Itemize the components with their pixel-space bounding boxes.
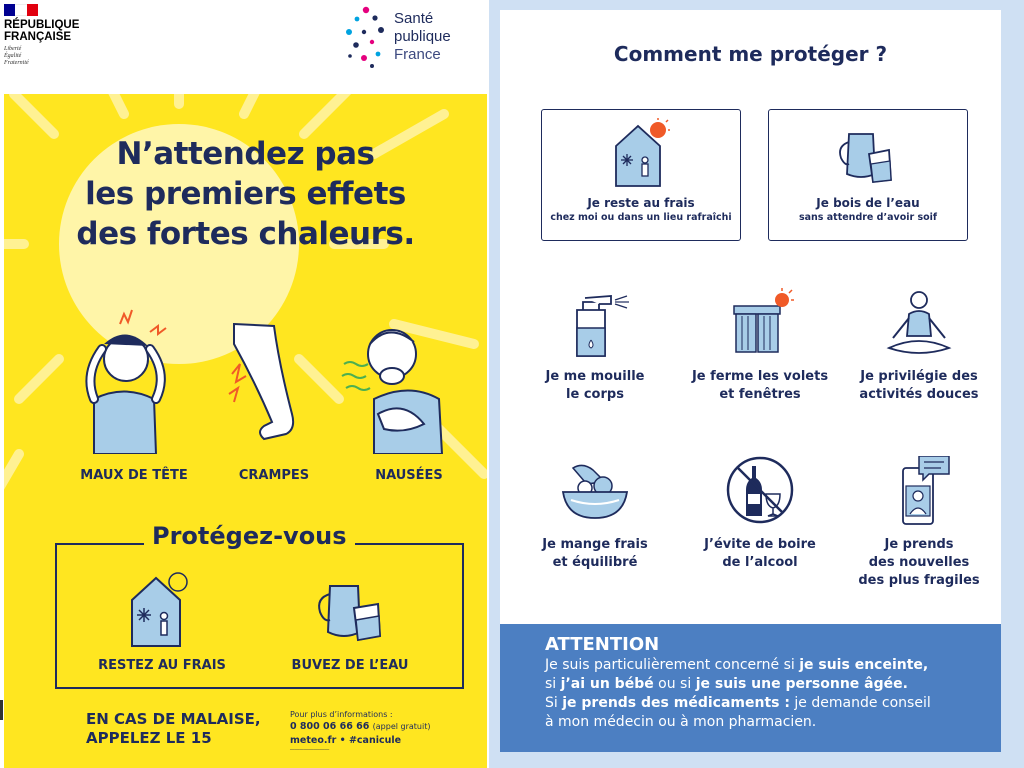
gov-motto-2: Égalité — [4, 53, 22, 59]
french-flag-icon — [4, 4, 38, 16]
attention-line1 — [545, 656, 1001, 675]
tips-card — [500, 10, 1001, 752]
att-l3b: je prends des médicaments : — [562, 695, 790, 711]
tip-gentle-activities-line1: Je privilégie des — [860, 369, 978, 384]
tip-check-on-vulnerable-line2: des nouvelles — [868, 555, 970, 570]
tip-check-on-vulnerable-line1: Je prends — [884, 537, 954, 552]
republique-francaise-logo — [4, 4, 114, 67]
heatwave-poster — [0, 0, 487, 768]
sp-line3: France — [394, 46, 441, 63]
tip-wet-body — [515, 288, 675, 404]
symptom-nausea-label: NAUSÉES — [375, 468, 443, 483]
tip-avoid-alcohol — [680, 456, 840, 572]
protect-water-label: BUVEZ DE L’EAU — [291, 658, 409, 673]
cool-house-icon — [612, 118, 672, 188]
headline-line2: les premiers effets — [85, 176, 406, 212]
sante-publique-dots-icon — [342, 2, 392, 72]
tip-check-on-vulnerable-line3: des plus fragiles — [858, 573, 980, 588]
tip-gentle-activities — [839, 288, 999, 404]
symptom-headache-label: MAUX DE TÊTE — [80, 468, 188, 483]
att-l2c: ou si — [653, 676, 696, 692]
gov-motto-1: Liberté — [4, 46, 22, 52]
att-l2b: j’ai un bébé — [560, 676, 654, 692]
info-title: Pour plus d’informations : — [290, 710, 393, 719]
yoga-person-icon — [879, 288, 959, 360]
info-block — [290, 710, 440, 753]
tip-gentle-activities-line2: activités douces — [859, 387, 979, 402]
tip-close-shutters — [680, 288, 840, 404]
water-jug-icon — [837, 124, 901, 186]
headline-line1: N’attendez pas — [116, 136, 375, 172]
tip-eat-fresh — [515, 456, 675, 572]
nausea-icon — [334, 304, 464, 454]
yellow-poster — [4, 94, 487, 768]
gov-name-line1: RÉPUBLIQUE — [4, 19, 80, 31]
symptom-cramps-label: CRAMPES — [238, 468, 310, 483]
tile-stay-cool-subtitle: chez moi ou dans un lieu rafraîchi — [550, 212, 732, 223]
poster-headline — [4, 134, 487, 254]
att-l2a: si — [545, 676, 561, 692]
tile-drink-water — [768, 109, 968, 241]
tip-close-shutters-line1: Je ferme les volets — [691, 369, 829, 384]
tip-avoid-alcohol-line1: J’évite de boire — [704, 537, 816, 552]
headline-line3: des fortes chaleurs. — [76, 216, 415, 252]
tip-eat-fresh-line1: Je mange frais — [542, 537, 648, 552]
symptom-headache — [54, 304, 194, 454]
info-phone-note: (appel gratuit) — [372, 722, 431, 731]
info-phone: 0 800 06 66 66 — [290, 721, 370, 732]
protection-tips-panel — [489, 0, 1024, 768]
sp-line2: publique — [394, 28, 451, 45]
gov-name-line2: FRANÇAISE — [4, 31, 72, 43]
tip-wet-body-line2: le corps — [566, 387, 624, 402]
shutters-icon — [720, 288, 800, 360]
attention-line4: à mon médecin ou à mon pharmacien. — [545, 714, 817, 730]
att-l1a: Je suis particulièrement concerné si — [545, 657, 800, 673]
gov-motto-3: Fraternité — [4, 60, 29, 66]
emergency-line1: EN CAS DE MALAISE, — [86, 710, 261, 728]
att-l2d: je suis une personne âgée. — [695, 676, 908, 692]
emergency-line2: APPELEZ LE 15 — [86, 729, 212, 747]
sante-publique-france-logo — [342, 2, 482, 72]
phone-message-icon — [879, 456, 959, 528]
edge-mark — [0, 700, 3, 720]
att-l3a: Si — [545, 695, 563, 711]
att-l1b: je suis enceinte, — [799, 657, 929, 673]
sp-line1: Santé — [394, 10, 434, 27]
panel-title: Comment me protéger ? — [613, 42, 888, 66]
tip-check-on-vulnerable — [839, 456, 999, 590]
tile-stay-cool-title: Je reste au frais — [587, 196, 695, 210]
cool-house-icon — [126, 568, 196, 648]
attention-banner — [500, 624, 1001, 752]
attention-title: ATTENTION — [545, 634, 660, 655]
spray-bottle-icon — [555, 288, 635, 360]
protect-title: Protégez-vous — [144, 521, 355, 551]
fine-print: ▔▔▔▔▔▔▔▔▔▔▔▔▔▔▔▔▔ — [290, 749, 330, 753]
info-web: meteo.fr • #canicule — [290, 735, 402, 746]
protect-cool-label: RESTEZ AU FRAIS — [98, 658, 226, 673]
tip-avoid-alcohol-line2: de l’alcool — [722, 555, 798, 570]
tile-drink-water-subtitle: sans attendre d’avoir soif — [798, 212, 938, 223]
attention-line3 — [545, 694, 1001, 713]
tip-wet-body-line1: Je me mouille — [545, 369, 645, 384]
att-l3c: je demande conseil — [789, 695, 931, 711]
tile-drink-water-title: Je bois de l’eau — [816, 196, 920, 210]
tip-close-shutters-line2: et fenêtres — [719, 387, 801, 402]
no-alcohol-icon — [720, 456, 800, 528]
fruit-bowl-icon — [555, 456, 635, 528]
headache-icon — [64, 304, 184, 454]
symptom-nausea — [329, 304, 469, 454]
cramp-leg-icon — [204, 304, 324, 454]
emergency-notice — [86, 710, 261, 748]
attention-line2 — [545, 675, 1001, 694]
tip-eat-fresh-line2: et équilibré — [552, 555, 638, 570]
water-jug-icon — [314, 572, 394, 648]
symptom-cramps — [194, 304, 334, 454]
tile-stay-cool — [541, 109, 741, 241]
